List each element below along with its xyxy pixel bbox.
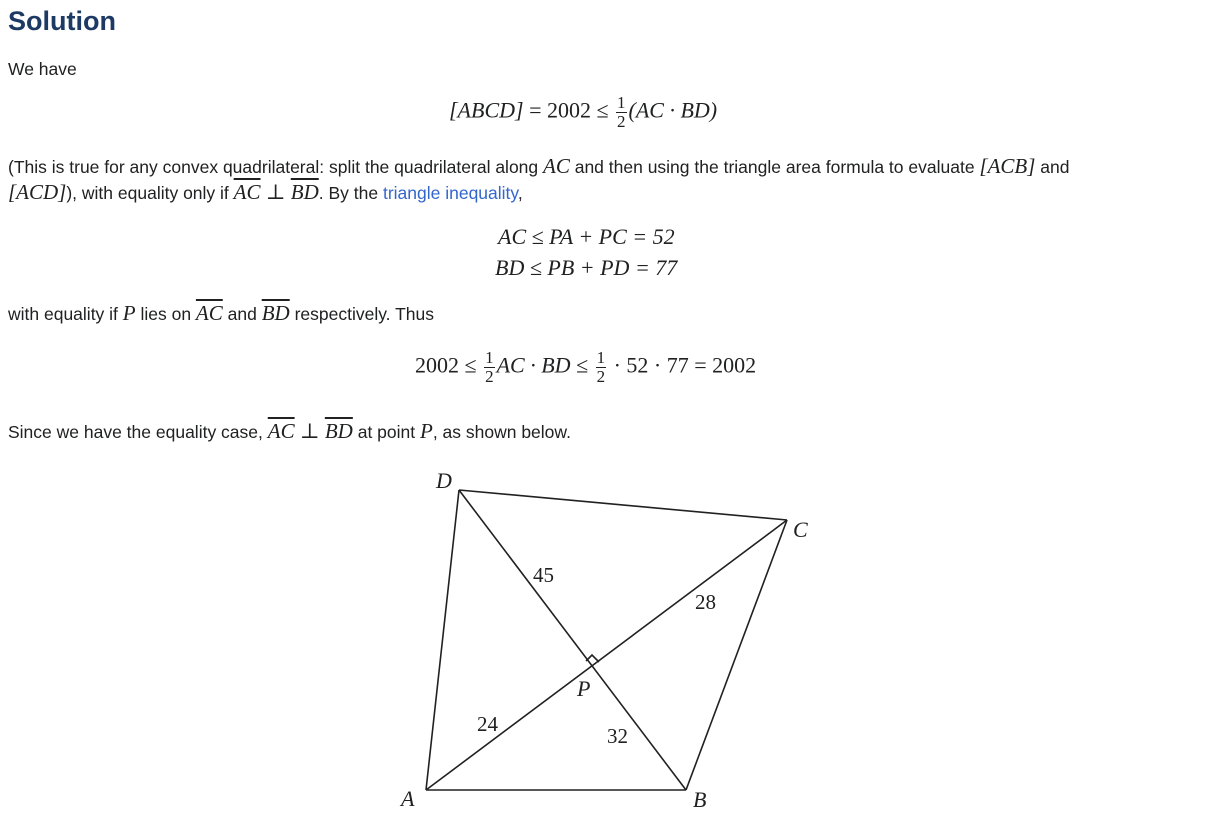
eq3-f2-num: 1 <box>596 348 606 367</box>
side-bc <box>686 520 787 790</box>
eq1-mid: = 2002 ≤ <box>523 97 615 123</box>
eq3-f1-num: 1 <box>485 348 494 367</box>
p2-p: P <box>122 301 136 325</box>
p2-text-d: respectively. Thus <box>289 304 434 324</box>
eq1-lhs: [ABCD] <box>449 97 524 123</box>
triangle-inequality-ac-equation: AC ≤ PA + PC = 52 <box>498 224 675 249</box>
p3-text-b: at point <box>352 422 420 442</box>
p2-text-b: lies on <box>135 304 196 324</box>
intro-text: We have <box>8 59 77 79</box>
p3-segment-ac: $\overline{AC}$ <box>267 419 295 443</box>
solution-heading: Solution <box>8 6 116 36</box>
p2-text-c: and <box>222 304 262 324</box>
side-cd <box>459 490 787 520</box>
point-label-p: P <box>577 676 591 701</box>
p3-p: P <box>419 419 433 443</box>
vertex-label-b: B <box>693 787 707 812</box>
eq3-c: · 52 · 77 = 2002 <box>608 352 757 378</box>
eq3-b: AC · BD ≤ <box>496 352 594 378</box>
p1-ac: AC <box>543 154 570 178</box>
p2-segment-ac: $\overline{AC}$ <box>195 301 223 325</box>
p1-text-f: , <box>517 183 523 203</box>
vertex-label-a: A <box>401 786 415 811</box>
p3-text-c: , as shown below. <box>432 422 571 442</box>
length-label-pb: 32 <box>607 724 628 748</box>
eq1-rhs: (AC · BD) <box>628 97 718 123</box>
p3-segment-bd: $\overline{BD}$ <box>324 419 353 443</box>
p1-text-e: . By the <box>318 183 383 203</box>
p1-text-c: and <box>1035 157 1070 177</box>
eq1-frac-num: 1 <box>617 93 626 112</box>
p1-text-b: and then using the triangle area formula to evaluate <box>569 157 980 177</box>
p2-segment-bd: $\overline{BD}$ <box>261 301 290 325</box>
eq3-a: 2002 ≤ <box>415 352 483 378</box>
vertex-label-c: C <box>793 517 808 542</box>
p3-perp: ⊥ <box>294 419 325 443</box>
eq1-frac-den: 2 <box>617 112 626 131</box>
p2-text-a: with equality if <box>8 304 123 324</box>
side-da <box>426 490 459 790</box>
p1-segment-bd: $\overline{BD}$ <box>290 180 319 204</box>
length-label-pc: 28 <box>695 590 716 614</box>
p1-acb: [ACB] <box>979 154 1036 178</box>
p1-text-a: (This is true for any convex quadrilateral: split the quadrilateral along <box>8 157 543 177</box>
triangle-inequality-bd-equation: BD ≤ PB + PD = 77 <box>495 255 678 280</box>
p1-perp: ⊥ <box>260 180 291 204</box>
p1-acd: [ACD] <box>8 180 67 204</box>
length-label-pa: 24 <box>477 712 498 736</box>
vertex-label-d: D <box>436 468 452 493</box>
p3-text-a: Since we have the equality case, <box>8 422 268 442</box>
diagonal-ac <box>426 520 787 790</box>
triangle-inequality-link[interactable]: triangle inequality <box>382 183 518 203</box>
length-label-pd: 45 <box>533 563 554 587</box>
p1-text-d: ), with equality only if <box>66 183 234 203</box>
eq3-f1-den: 2 <box>485 367 494 386</box>
eq3-f2-den: 2 <box>596 367 606 386</box>
diagonal-bd <box>459 490 686 790</box>
p1-segment-ac: $\overline{AC}$ <box>233 180 261 204</box>
